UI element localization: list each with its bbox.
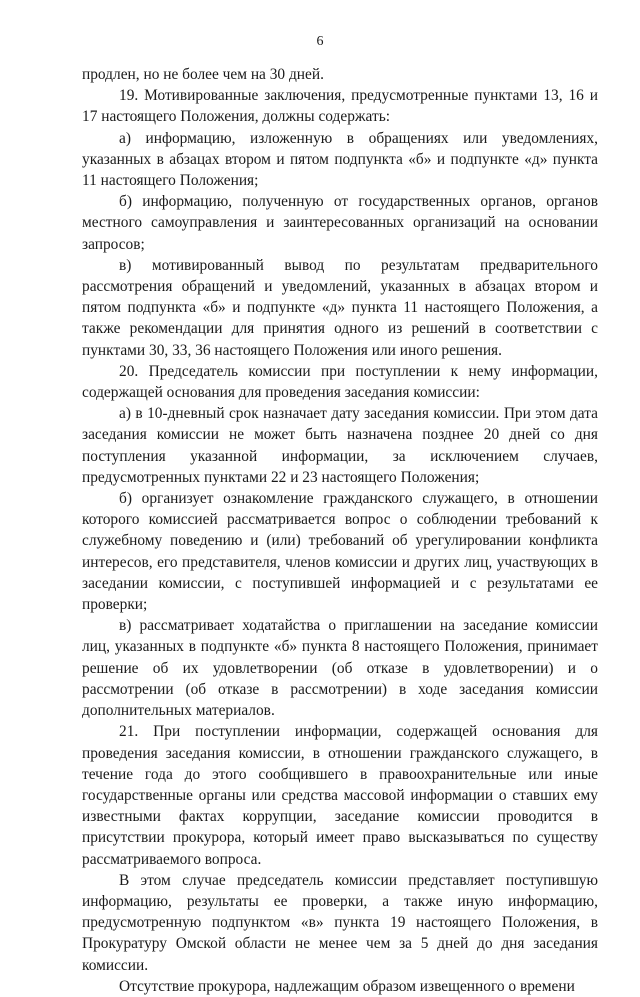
paragraph-prosecutor-absence: Отсутствие прокурора, надлежащим образом извещенного о времени — [119, 977, 575, 995]
paragraph-item-20: 20. Председатель комиссии при поступлении к нему информации, содержащей основания для проведения заседания комиссии: — [82, 362, 598, 402]
page-number: 6 — [316, 34, 324, 49]
paragraph-item-20-b: б) организует ознакомление гражданского служащего, в отношении которого комиссией рассматривается вопрос о соблюдении требований к служебному поведению и (или) требований об урегулировании конфликта интересов, его представителя, членов комиссии и других лиц, участвующих в заседании комиссии, с поступившей информацией и с результатами ее проверки; — [82, 490, 598, 614]
paragraph-item-20-a: а) в 10-дневный срок назначает дату заседания комиссии. При этом дата заседания комиссии не может быть назначена позднее 20 дней со дня поступления указанной информации, за исключением случаев, предусмотренных пунктами 22 и 23 настоящего Положения; — [82, 405, 598, 486]
paragraph-item-19-b: б) информацию, полученную от государственных органов, органов местного самоуправления и заинтересованных организаций на основании запросов; — [82, 193, 598, 253]
paragraph-continuation: продлен, но не более чем на 30 дней. — [82, 66, 324, 83]
paragraph-item-20-v: в) рассматривает ходатайства о приглашении на заседание комиссии лиц, указанных в подпункте «б» пункта 8 настоящего Положения, принимает решение об их удовлетворении (об отказе в удовлетворении) и о рассмотрении (об отказе в рассмотрении) в ходе заседания комиссии дополнительных материалов. — [82, 617, 598, 720]
paragraph-item-19: 19. Мотивированные заключения, предусмотренные пунктами 13, 16 и 17 настоящего Положения, должны содержать: — [82, 87, 598, 126]
document-body — [82, 64, 598, 997]
paragraph-item-21-cont: В этом случае председатель комиссии представляет поступившую информацию, результаты ее проверки, а также иную информацию, предусмотренную подпунктом «в» пункта 19 настоящего Положения, в Прокуратуру Омской области не менее чем за 5 дней до дня заседания комиссии. — [82, 871, 598, 974]
paragraph-item-19-a: а) информацию, изложенную в обращениях или уведомлениях, указанных в абзацах втором и пятом подпункта «б» и подпункте «д» пункта 11 настоящего Положения; — [82, 129, 598, 190]
paragraph-item-21: 21. При поступлении информации, содержащей основания для проведения заседания комиссии, в отношении гражданского служащего, в течение года до этого сообщившего в правоохранительные или иные государственные органы или средства массовой информации о ставших ему известными фактах коррупции, заседание комиссии проводится в присутствии прокурора, который имеет право высказываться по существу рассматриваемого вопроса. — [82, 723, 598, 868]
paragraph-item-19-v: в) мотивированный вывод по результатам предварительного рассмотрения обращений и уведомлений, указанных в абзацах втором и пятом подпункта «б» и подпункте «д» пункта 11 настоящего Положения, а также рекомендации для принятия одного из решений в соответствии с пунктами 30, 33, 36 настоящего Положения или иного решения. — [82, 256, 598, 359]
